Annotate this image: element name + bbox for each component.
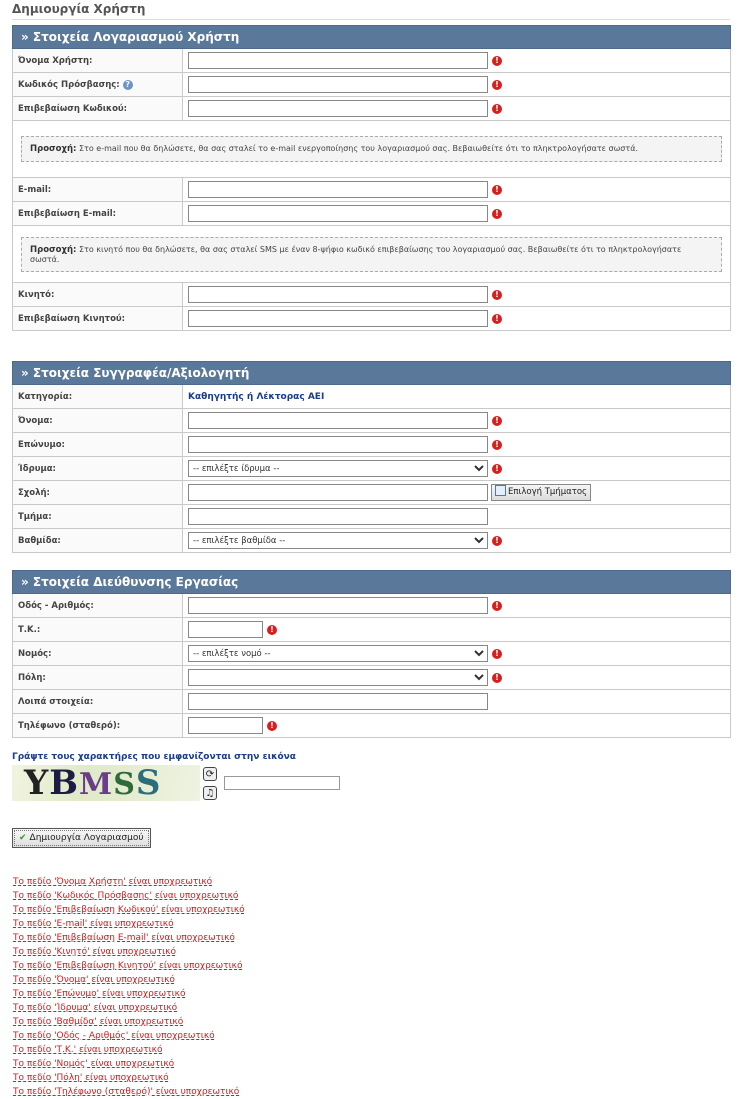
error-message: Το πεδίο 'E-mail' είναι υποχρεωτικό — [13, 919, 174, 929]
error-message: Το πεδίο 'Κωδικός Πρόσβασης' είναι υποχρεωτικό — [13, 891, 239, 901]
list-icon — [495, 485, 506, 496]
checkmark-icon: ✔ — [19, 833, 27, 843]
captcha-letter: Y — [24, 765, 50, 801]
street-label: Οδός - Αριθμός: — [13, 594, 183, 618]
last-name-input[interactable] — [188, 436, 488, 453]
audio-icon[interactable]: ♫ — [203, 786, 217, 800]
mobile-note — [21, 237, 722, 272]
required-icon: ! — [492, 314, 502, 324]
error-message: Το πεδίο 'Κινητό' είναι υποχρεωτικό — [13, 947, 176, 957]
email-input[interactable] — [188, 181, 488, 198]
required-icon: ! — [492, 673, 502, 683]
error-message: Το πεδίο 'Τηλέφωνο (σταθερό)' είναι υποχρεωτικό — [13, 1087, 240, 1097]
category-label: Κατηγορία: — [13, 385, 183, 409]
password-input[interactable] — [188, 76, 488, 93]
author-section-header: » Στοιχεία Συγγραφέα/Αξιολογητή — [13, 362, 731, 385]
captcha-letter: B — [49, 765, 80, 801]
department-label: Τμήμα: — [13, 505, 183, 529]
error-message: Το πεδίο 'Οδός - Αριθμός' είναι υποχρεωτικό — [13, 1031, 215, 1041]
required-icon: ! — [492, 536, 502, 546]
captcha-letter: S — [135, 765, 162, 801]
required-icon: ! — [492, 290, 502, 300]
error-message: Το πεδίο 'Επιβεβαίωση Κινητού' είναι υποχρεωτικό — [13, 961, 243, 971]
school-input[interactable] — [188, 484, 488, 501]
error-message: Το πεδίο 'Επώνυμο' είναι υποχρεωτικό — [13, 989, 186, 999]
first-name-label: Όνομα: — [13, 409, 183, 433]
other-details-input[interactable] — [188, 693, 488, 710]
email-confirm-input[interactable] — [188, 205, 488, 222]
required-icon: ! — [492, 104, 502, 114]
required-icon: ! — [492, 209, 502, 219]
error-message: Το πεδίο 'Πόλη' είναι υποχρεωτικό — [13, 1073, 169, 1083]
rank-label: Βαθμίδα: — [13, 529, 183, 553]
captcha-input[interactable] — [224, 776, 340, 790]
captcha-image — [12, 765, 200, 801]
create-account-button[interactable] — [12, 828, 151, 848]
mobile-confirm-input[interactable] — [188, 310, 488, 327]
error-message: Το πεδίο 'Επιβεβαίωση E-mail' είναι υποχρεωτικό — [13, 933, 235, 943]
mobile-label: Κινητό: — [13, 283, 183, 307]
email-note — [21, 136, 722, 162]
error-message: Το πεδίο 'Όνομα Χρήστη' είναι υποχρεωτικό — [13, 877, 213, 887]
prefecture-label: Νομός: — [13, 642, 183, 666]
city-label: Πόλη: — [13, 666, 183, 690]
required-icon: ! — [492, 464, 502, 474]
account-section — [12, 25, 731, 331]
rank-select[interactable] — [188, 532, 488, 549]
captcha-letter: M — [79, 767, 114, 801]
department-input[interactable] — [188, 508, 488, 525]
captcha-text — [24, 765, 161, 801]
required-icon: ! — [492, 601, 502, 611]
account-section-header: » Στοιχεία Λογαριασμού Χρήστη — [13, 26, 731, 49]
mobile-confirm-label: Επιβεβαίωση Κινητού: — [13, 307, 183, 331]
required-icon: ! — [267, 625, 277, 635]
author-section — [12, 361, 731, 553]
required-icon: ! — [492, 56, 502, 66]
password-confirm-input[interactable] — [188, 100, 488, 117]
captcha-letter: S — [113, 767, 136, 801]
email-confirm-label: Επιβεβαίωση E-mail: — [13, 202, 183, 226]
other-details-label: Λοιπά στοιχεία: — [13, 690, 183, 714]
error-list — [13, 875, 413, 1099]
institution-select[interactable] — [188, 460, 488, 477]
error-message: Το πεδίο 'Ίδρυμα' είναι υποχρεωτικό — [13, 1003, 178, 1013]
zip-input[interactable] — [188, 621, 263, 638]
required-icon: ! — [267, 721, 277, 731]
page-title: Δημιουργία Χρήστη — [12, 2, 730, 20]
required-icon: ! — [492, 440, 502, 450]
school-label: Σχολή: — [13, 481, 183, 505]
street-input[interactable] — [188, 597, 488, 614]
required-icon: ! — [492, 649, 502, 659]
password-confirm-label: Επιβεβαίωση Κωδικού: — [13, 97, 183, 121]
select-department-label: Επιλογή Τμήματος — [508, 487, 588, 497]
error-message: Το πεδίο 'Τ.Κ.' είναι υποχρεωτικό — [13, 1045, 163, 1055]
phone-input[interactable] — [188, 717, 263, 734]
help-icon[interactable]: ? — [123, 80, 133, 90]
password-label: Κωδικός Πρόσβασης: — [18, 79, 120, 90]
first-name-input[interactable] — [188, 412, 488, 429]
zip-label: Τ.Κ.: — [13, 618, 183, 642]
refresh-icon[interactable]: ⟳ — [203, 767, 217, 781]
error-message: Το πεδίο 'Νομός' είναι υποχρεωτικό — [13, 1059, 175, 1069]
select-department-button[interactable] — [491, 484, 591, 501]
error-message: Το πεδίο 'Επιβεβαίωση Κωδικού' είναι υποχρεωτικό — [13, 905, 245, 915]
email-note-text: Στο e-mail που θα δηλώσετε, θα σας σταλεί το e-mail ενεργοποίησης του λογαριασμού σας. Βεβαιωθείτε ότι το πληκτρολογήσατε σωστά. — [76, 144, 639, 153]
email-label: E-mail: — [13, 178, 183, 202]
captcha-label: Γράψτε τους χαρακτήρες που εμφανίζονται στην εικόνα — [12, 752, 296, 762]
prefecture-select[interactable] — [188, 645, 488, 662]
email-note-title: Προσοχή: — [30, 144, 77, 154]
phone-label: Τηλέφωνο (σταθερό): — [13, 714, 183, 738]
mobile-input[interactable] — [188, 286, 488, 303]
username-input[interactable] — [188, 52, 488, 69]
category-value: Καθηγητής ή Λέκτορας ΑΕΙ — [188, 391, 325, 402]
mobile-note-title: Προσοχή: — [30, 244, 77, 255]
address-section — [12, 570, 731, 738]
address-section-header: » Στοιχεία Διεύθυνσης Εργασίας — [13, 571, 731, 594]
last-name-label: Επώνυμο: — [13, 433, 183, 457]
required-icon: ! — [492, 185, 502, 195]
create-account-label: Δημιουργία Λογαριασμού — [29, 833, 144, 843]
username-label: Όνομα Χρήστη: — [13, 49, 183, 73]
required-icon: ! — [492, 80, 502, 90]
mobile-note-text: Στο κινητό που θα δηλώσετε, θα σας σταλεί SMS με έναν 8-ψήφιο κωδικό επιβεβαίωσης του λογαριασμού σας. Βεβαιωθείτε ότι το πληκτρολογήσατε σωστά. — [30, 244, 682, 264]
institution-label: Ίδρυμα: — [13, 457, 183, 481]
error-message: Το πεδίο 'Όνομα' είναι υποχρεωτικό — [13, 975, 175, 985]
required-icon: ! — [492, 416, 502, 426]
error-message: Το πεδίο 'Βαθμίδα' είναι υποχρεωτικό — [13, 1017, 184, 1027]
city-select[interactable] — [188, 669, 488, 686]
